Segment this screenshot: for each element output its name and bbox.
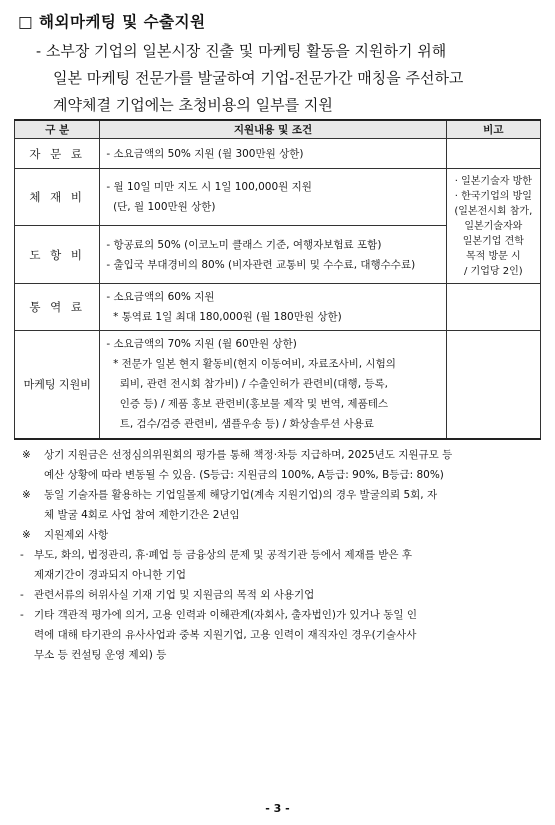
content-line: - 소요금액의 50% 지원 (월 300만원 상한) [106, 147, 304, 160]
note-line: 체 발굴 4회로 사업 참여 제한기간은 2년임 [44, 509, 240, 521]
notes-section [20, 445, 542, 665]
remark-cell-empty [446, 139, 540, 169]
remark-line: 목적 방문 시 [465, 250, 521, 262]
dash-mark: - [20, 549, 24, 561]
content-line: (단, 월 100만원 상한) [106, 201, 216, 213]
header-remarks: 비고 [446, 120, 540, 139]
row-category: 통 역 료 [15, 284, 100, 331]
row-category: 도 항 비 [15, 226, 100, 284]
intro-line: 계약체결 기업에는 초청비용의 일부를 지원 [53, 96, 333, 114]
row-content [100, 139, 446, 169]
content-line: 인증 등) / 제품 홍보 관련비(홍보물 제작 및 번역, 제품테스 [106, 398, 388, 411]
note-line: 부도, 화의, 법정관리, 휴·폐업 등 금융상의 문제 및 공적기관 등에서 제재를 받은 후 [34, 549, 412, 561]
table-row [15, 169, 541, 226]
content-line: - 월 10일 미만 지도 시 1일 100,000원 지원 [106, 181, 312, 193]
remark-line: / 기업당 2인) [464, 265, 523, 277]
note-item [20, 485, 542, 525]
intro-paragraph [36, 38, 541, 119]
content-line: - 소요금액의 60% 지원 [106, 291, 215, 303]
header-category: 구 분 [15, 120, 100, 139]
intro-bullet: - [36, 42, 42, 60]
note-line: 관련서류의 허위사실 기재 기업 및 지원금의 목적 외 사용기업 [34, 589, 315, 601]
note-line: 제재기간이 경과되지 아니한 기업 [34, 569, 187, 581]
intro-line: 일본 마케팅 전문가를 발굴하여 기업-전문가간 매칭을 주선하고 [53, 69, 464, 87]
row-content [100, 284, 446, 331]
dash-mark: - [20, 609, 24, 621]
note-item [20, 525, 542, 545]
row-category: 체 재 비 [15, 169, 100, 226]
dash-mark: - [20, 589, 24, 601]
content-line: - 출입국 부대경비의 80% (비자관련 교통비 및 수수료, 대행수수료) [106, 258, 416, 271]
reference-mark: ※ [22, 449, 31, 461]
page-number: - 3 - [265, 802, 290, 815]
reference-mark: ※ [22, 529, 31, 541]
table-row [15, 331, 541, 439]
note-line: 기타 객관적 평가에 의거, 고용 인력과 이해관계(자회사, 출자법인)가 있거나 동일 인 [34, 609, 417, 621]
note-line: 예산 상황에 따라 변동될 수 있음. (S등급: 지원금의 100%, A등급: 90%, B등급: 80%) [44, 469, 444, 481]
row-content [100, 169, 446, 226]
remark-cell [446, 169, 540, 284]
exclusion-item [20, 585, 542, 605]
remark-line: · 한국기업의 방일 [454, 190, 532, 202]
intro-line [36, 38, 541, 65]
intro-text: 소부장 기업의 일본시장 진출 및 마케팅 활동을 지원하기 위해 [45, 42, 447, 60]
table-header-row [15, 120, 541, 139]
remark-cell-empty [446, 331, 540, 439]
row-content [100, 226, 446, 284]
note-line: 동일 기술자를 활용하는 기업일몰제 해당기업(계속 지원기업)의 경우 발굴의뢰 5회, 자 [44, 489, 438, 501]
table-row [15, 139, 541, 169]
header-content: 지원내용 및 조건 [100, 120, 446, 139]
table-row [15, 284, 541, 331]
content-line: * 통역료 1일 최대 180,000원 (월 180만원 상한) [106, 311, 342, 323]
support-table [14, 119, 541, 440]
content-line: - 소요금액의 70% 지원 (월 60만원 상한) [106, 338, 297, 351]
row-content [100, 331, 446, 439]
note-line: 지원제외 사항 [44, 529, 109, 541]
remark-cell-empty [446, 284, 540, 331]
note-item [20, 445, 542, 485]
content-line: 트, 검수/검증 관련비, 샘플우송 등) / 화상솔루션 사용료 [106, 418, 374, 431]
remark-line: 일본기업 견학 [462, 235, 524, 247]
content-line: - 항공료의 50% (이코노미 클래스 기준, 여행자보험료 포함) [106, 238, 382, 251]
row-category: 마케팅 지원비 [15, 331, 100, 439]
note-line: 무소 등 컨설팅 운영 제외) 등 [34, 649, 167, 661]
remark-line: 일본기술자와 [464, 220, 523, 232]
section-heading: □ 해외마케팅 및 수출지원 [18, 13, 206, 31]
remark-line: · 일본기술자 방한 [454, 175, 532, 187]
row-category: 자 문 료 [15, 139, 100, 169]
note-line: 력에 대해 타기관의 유사사업과 중복 지원기업, 고용 인력이 재직자인 경우(기술사사 [34, 629, 417, 641]
content-line: 뢰비, 관련 전시회 참가비) / 수출인허가 관련비(대행, 등록, [106, 378, 388, 391]
exclusion-item [20, 545, 542, 585]
note-line: 상기 지원금은 선정심의위원회의 평가를 통해 책정·차등 지급하며, 2025년도 지원규모 등 [44, 449, 453, 461]
reference-mark: ※ [22, 489, 31, 501]
content-line: * 전문가 일본 현지 활동비(현지 이동여비, 자료조사비, 시험의 [106, 358, 396, 371]
remark-line: (일본전시회 참가, [454, 205, 533, 217]
exclusion-item [20, 605, 542, 665]
